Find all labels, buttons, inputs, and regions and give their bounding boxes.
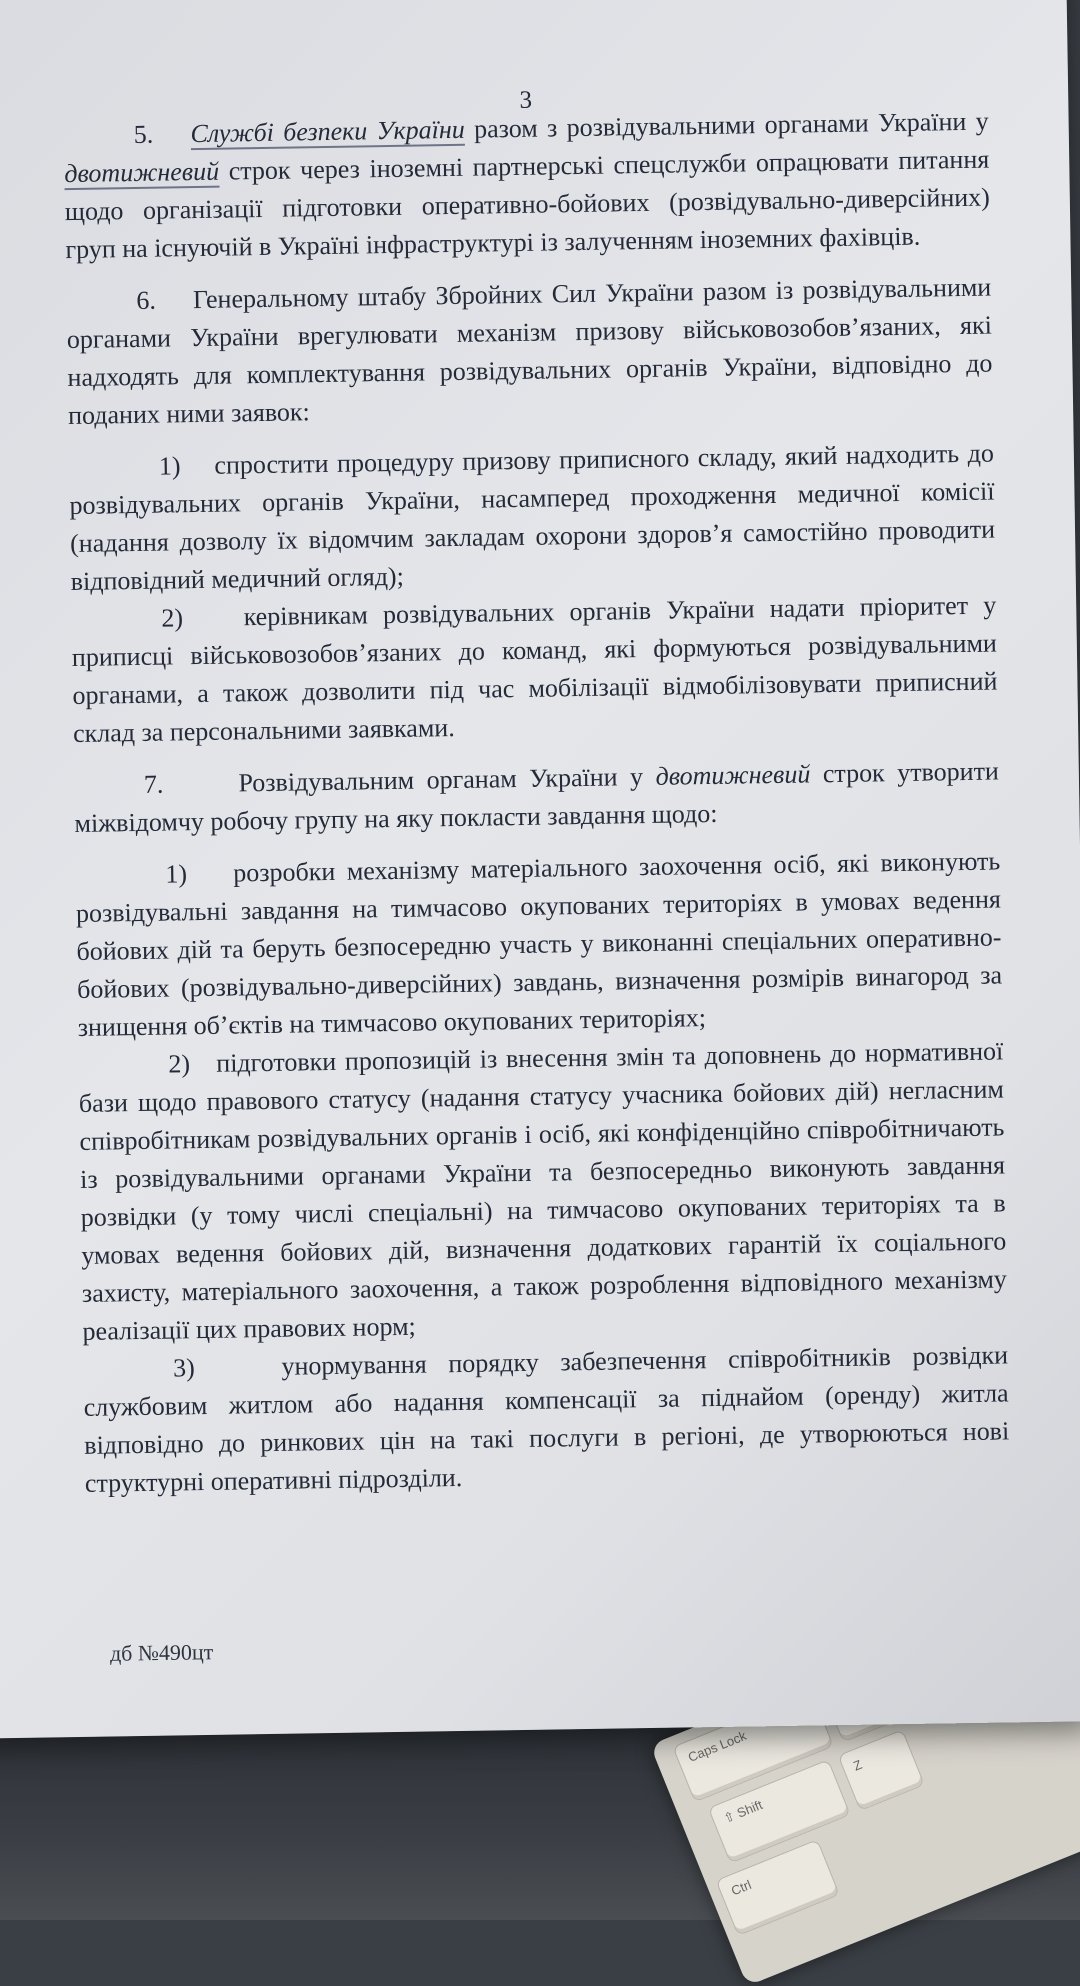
- paragraph-6-text: Генеральному штабу Збройних Сил України разом із розвідувальними органами України врегулювати механізм призову військовозобов’язаних, які надходять для комплектування розвідувальних органів України, відповідно до поданих ними заявок:: [66, 272, 993, 431]
- paragraph-5-term: двотижневий: [64, 156, 220, 189]
- item-number: 1): [158, 451, 181, 481]
- paragraph-5-agency: Службі безпеки України: [190, 114, 465, 149]
- item-text: спростити процедуру призову приписного складу, який надходить до розвідувальних органів України, насамперед проходження медичної комісії (надання дозволу їх відомчим закладам охорони здоров’я самостійно проводити відповідний медичний огляд);: [69, 438, 996, 597]
- item-text: розробки механізму матеріального заохочення осіб, які виконують розвідувальні завдання на тимчасово окупованих територіях в умовах ведення бойових дій та беруть безпосередню участь у виконанні спеціальних оперативно-бойових (розвідувально-диверсійних) завдань, визначення розмірів винагород за знищення об’єктів на тимчасово окупованих територіях;: [75, 846, 1003, 1042]
- paragraph-7: [74, 752, 1000, 843]
- page-number: 3: [519, 86, 533, 114]
- paragraph-6-item-1: [69, 435, 996, 602]
- document-body: [63, 86, 1010, 1503]
- item-number: 2): [161, 603, 184, 633]
- item-text: підготовки пропозицій із внесення змін та доповнень до нормативної бази щодо правового статусу (надання статусу учасника бойових дій) негласним співробітникам розвідувальних органів і осіб, які конфіденційно співробітничають із розвідувальними органами України та безпосередньо виконують завдання розвідки (у тому числі спеціальні) на тимчасово окупованих територіях та в умовах ведення бойових дій, визначення додаткових гарантій їх соціального захисту, матеріального заохочення, а також розроблення відповідного механізму реалізації цих правових норм;: [78, 1036, 1008, 1346]
- paragraph-5-number: 5.: [133, 119, 154, 149]
- paragraph-5: [63, 103, 990, 270]
- item-number: 2): [168, 1049, 191, 1079]
- paragraph-7-number: 7.: [143, 769, 164, 799]
- paragraph-7-item-3: [83, 1336, 1010, 1503]
- paragraph-7-term: двотижневий: [655, 759, 811, 791]
- ctrl-key: Ctrl: [715, 1839, 839, 1936]
- paragraph-7-text-1: Розвідувальним органам України у: [238, 762, 644, 798]
- item-number: 1): [165, 859, 188, 889]
- paragraph-7-item-2: [78, 1032, 1008, 1350]
- shift-key: ⇧ Shift: [708, 1759, 851, 1863]
- paragraph-6-item-2: [71, 586, 998, 753]
- item-number: 3): [172, 1353, 195, 1383]
- item-text: керівникам розвідувальних органів України надати пріоритет у приписці військовозобов’язаних до команд, які формуються розвідувальними органами, а також дозволити під час мобілізації відмобілізовувати приписний склад за персональними заявками.: [71, 590, 998, 749]
- document-code: дб №490цт: [109, 1639, 214, 1666]
- caps-lock-key: Caps Lock: [672, 1691, 834, 1803]
- paragraph-7-item-1: [75, 842, 1003, 1047]
- paragraph-7-text-2: строк утворити міжвідомчу робочу групу на яку покласти завдання щодо:: [74, 756, 1000, 838]
- z-key: Z: [838, 1729, 925, 1811]
- paragraph-5-text-2: строк через іноземні партнерські спецслужби опрацювати питання щодо організації підготовки оперативно-бойових (розвідувально-диверсійних) груп на існуючій в Україні інфраструктурі із залученням іноземних фахівців.: [64, 144, 991, 265]
- paragraph-6: [66, 269, 993, 436]
- item-text: унормування порядку забезпечення співробітників розвідки службовим житлом або надання компенсації за піднайом (оренду) житла відповідно до ринкових цін на такі послуги в регіоні, де утворюються нові структурні оперативні підрозділи.: [83, 1340, 1010, 1498]
- paragraph-6-number: 6.: [136, 285, 157, 315]
- paragraph-5-text-1: разом з розвідувальними органами України у: [473, 106, 989, 144]
